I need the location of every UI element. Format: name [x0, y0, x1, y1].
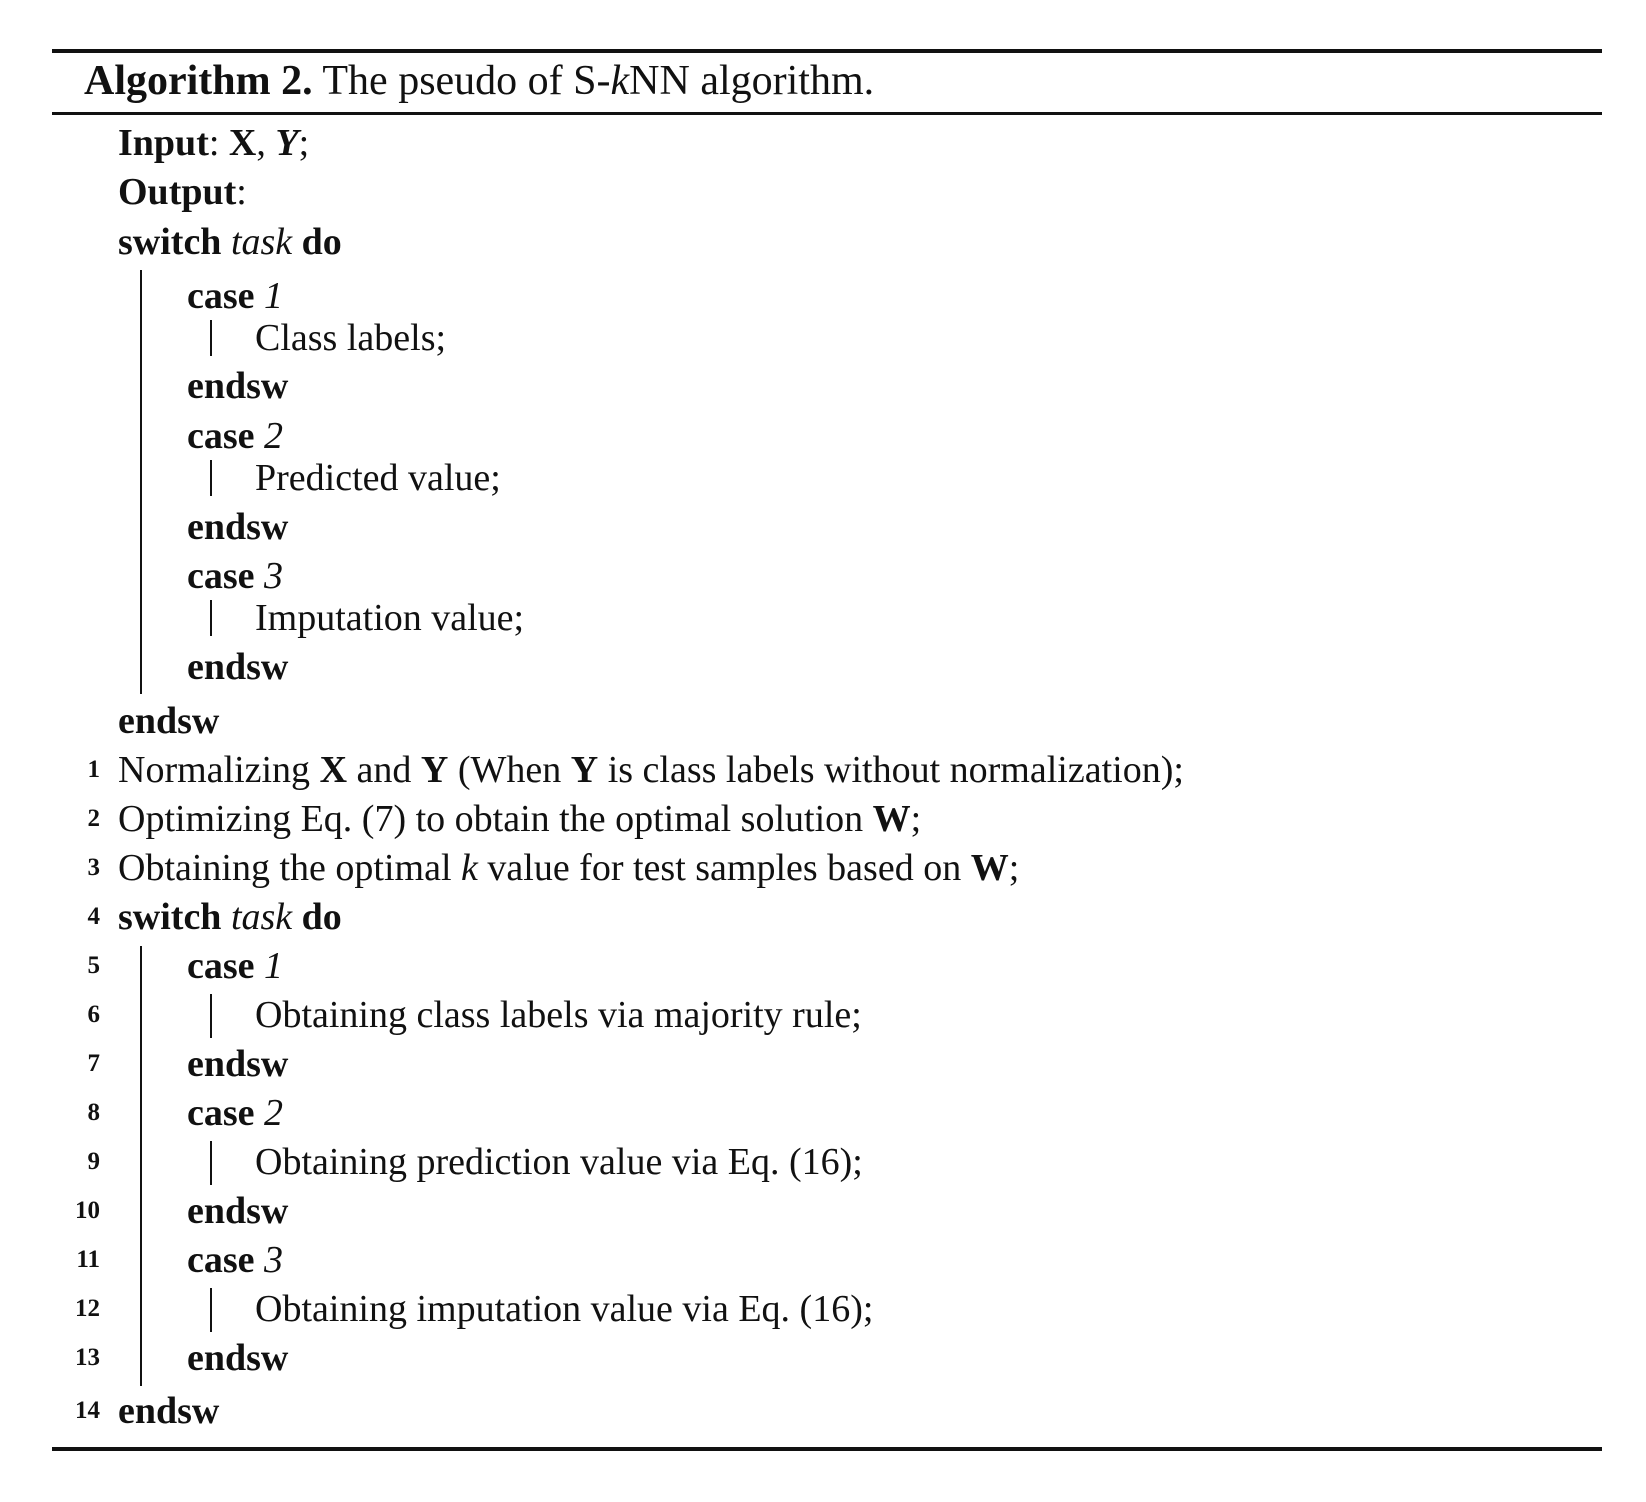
input-line: Input: X, Y; [118, 122, 310, 164]
body-case-3-bar [210, 1288, 212, 1332]
line-number: 3 [87, 854, 100, 881]
line-number: 7 [87, 1050, 100, 1077]
body-case-1-end: endsw [187, 1043, 289, 1085]
step-imputation-value: Obtaining imputation value via Eq. (16); [255, 1288, 874, 1330]
header-case-3: case 3 [187, 555, 284, 597]
header-case-2-end: endsw [187, 506, 289, 548]
caption-k: k [610, 58, 630, 104]
caption-label: Algorithm 2. [84, 58, 313, 104]
body-case-2-bar [210, 1141, 212, 1185]
line-number: 6 [87, 1001, 100, 1028]
line-number: 12 [75, 1295, 100, 1322]
algorithm-caption [84, 56, 874, 106]
body-case-3-end: endsw [187, 1337, 289, 1379]
body-switch-scope-bar [140, 946, 142, 1386]
line-number: 2 [87, 805, 100, 832]
header-case-2-body: Predicted value; [255, 457, 501, 499]
header-case-1-body: Class labels; [255, 317, 447, 359]
header-case-2-bar [210, 460, 212, 496]
header-case-1: case 1 [187, 275, 284, 317]
step-optimal-k: Obtaining the optimal k value for test samples based on W; [118, 847, 1020, 889]
body-switch-line: switch task do [118, 896, 342, 938]
header-case-1-end: endsw [187, 365, 289, 407]
body-case-2: case 2 [187, 1092, 284, 1134]
line-number: 4 [87, 903, 100, 930]
line-number: 8 [87, 1099, 100, 1126]
caption-rule [52, 112, 1602, 115]
line-number: 5 [87, 952, 100, 979]
header-switch-scope-bar [140, 270, 142, 694]
header-case-3-bar [210, 600, 212, 636]
body-switch-end: endsw [118, 1390, 220, 1432]
header-switch-line: switch task do [118, 221, 342, 263]
step-normalize: Normalizing X and Y (When Y is class labels without normalization); [118, 749, 1184, 791]
top-rule [52, 49, 1602, 53]
line-number: 10 [75, 1197, 100, 1224]
line-number: 9 [87, 1148, 100, 1175]
bottom-rule [52, 1447, 1602, 1451]
header-switch-end: endsw [118, 700, 220, 742]
body-case-1-bar [210, 994, 212, 1038]
step-majority-rule: Obtaining class labels via majority rule; [255, 994, 862, 1036]
step-prediction-value: Obtaining prediction value via Eq. (16); [255, 1141, 863, 1183]
line-number: 1 [87, 756, 100, 783]
body-case-2-end: endsw [187, 1190, 289, 1232]
body-case-1: case 1 [187, 945, 284, 987]
caption-text-end: NN algorithm. [629, 58, 875, 104]
header-case-2: case 2 [187, 415, 284, 457]
caption-text: The pseudo of S- [312, 58, 611, 104]
body-case-3: case 3 [187, 1239, 284, 1281]
line-number: 13 [75, 1344, 100, 1371]
line-number: 14 [75, 1397, 100, 1424]
output-line: Output: [118, 171, 247, 213]
header-case-3-body: Imputation value; [255, 597, 525, 639]
header-case-1-bar [210, 320, 212, 356]
line-number: 11 [76, 1246, 100, 1273]
header-case-3-end: endsw [187, 646, 289, 688]
step-optimize: Optimizing Eq. (7) to obtain the optimal solution W; [118, 798, 922, 840]
